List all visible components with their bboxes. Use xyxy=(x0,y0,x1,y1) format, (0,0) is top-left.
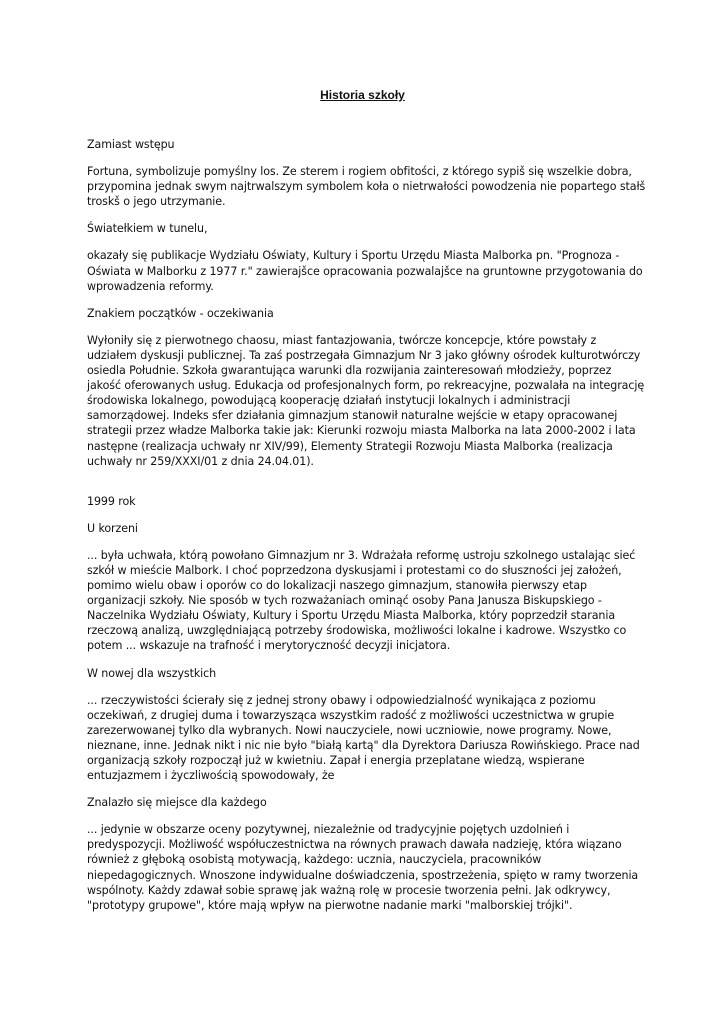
paragraph: Fortuna, symbolizuje pomyślny los. Ze sterem i rogiem obfitości, z którego sypiš się wszelkie dobra, przypomina jednak swym najtrwalszym symbolem koła o nietrwałości powodzenia nie popartego stałš troskš o jego utrzymanie. xyxy=(87,165,646,209)
section-heading: U korzeni xyxy=(87,521,138,535)
paragraph: ... jedynie w obszarze oceny pozytywnej, niezależnie od tradycyjnie pojętych uzdolnień i predyspozycji. Możliwość współuczestnictwa na równych prawach dawała nadzieję, która wiązano również z głęboką osobistą motywacją, każdego: ucznia, nauczyciela, pracowników niepedagogicznych. Wnoszone indywidualne doświadczenia, spostrzeżenia, spięto w ramy tworzenia wspólnoty. Każdy zdawał sobie sprawę jak ważną rolę w procesie tworzenia pełni. Jak odkrywcy, "prototypy grupowe", które mają wpływ na pierwotne nadanie marki "malborskiej trójki". xyxy=(87,823,639,912)
section-heading: Znalazło się miejsce dla każdego xyxy=(87,796,267,810)
section-heading: W nowej dla wszystkich xyxy=(87,666,217,680)
paragraph: okazały się publikacje Wydziału Oświaty, Kultury i Sportu Urzędu Miasta Malborka pn. "Prognoza - Oświata w Malborku z 1977 r." zawierajšce opracowania pozwalajšce na gruntowne przygotowania do wprowadzenia reformy. xyxy=(87,249,643,293)
section-heading: Światełkiem w tunelu, xyxy=(87,222,208,236)
paragraph: ... była uchwała, którą powołano Gimnazjum nr 3. Wdrażała reformę ustroju szkolnego ustalając sieć szkół w mieście Malbork. I choć poprzedzona dyskusjami i protestami co do słuszności jej założeń, pomimo wielu obaw i oporów co do lokalizacji naszego gimnazjum, stanowiła pierwszy etap organizacji szkoły. Nie sposób w tych rozważaniach ominąć osoby Pana Janusza Biskupskiego - Naczelnika Wydziału Oświaty, Kultury i Sportu Urzędu Miasta Malborka, który poprzedził starania rzeczową analizą, uwzględniającą potrzeby środowiska, możliwości lokalne i kadrowe. Wszystko co potem ... wskazuje na trafność i merytoryczność decyzji inicjatora. xyxy=(87,548,636,653)
document-title: Historia szkoły xyxy=(320,88,405,102)
paragraph: Wyłoniły się z pierwotnego chaosu, miast fantazjowania, twórcze koncepcje, które powstały z udziałem dyskusji publicznej. Ta zaś postrzegała Gimnazjum Nr 3 jako główny ośrodek kulturotwórczy osiedla Południe. Szkoła gwarantująca warunki dla rozwijania zainteresowań młodzieży, poprzez jakość oferowanych usług. Edukacja od profesjonalnych form, po rekreacyjne, pozwalała na integrację środowiska lokalnego, powodującą kooperację działań instytucji lokalnych i administracji samorządowej. Indeks sfer działania gimnazjum stanowił naturalne wejście w etapy opracowanej strategii przez władze Malborka takie jak: Kierunki rozwoju miasta Malborka na lata 2000-2002 i lata następne (realizacja uchwały nr XIV/99), Elementy Strategii Rozwoju Miasta Malborka (realizacja uchwały nr 259/XXXI/01 z dnia 24.04.01). xyxy=(87,333,645,468)
section-heading: Zamiast wstępu xyxy=(87,138,175,151)
paragraph: ... rzeczywistości ścierały się z jednej strony obawy i odpowiedzialność wynikająca z poziomu oczekiwań, z drugiej duma i towarzysząca wszystkim radość z możliwości uczestnictwa w grupie zarezerwowanej tylko dla wybranych. Nowi nauczyciele, nowi uczniowie, nowe programy. Nowe, nieznane, inne. Jednak nikt i nic nie było "białą kartą" dla Dyrektora Dariusza Rowińskiego. Prace nad organizacją szkoły rozpoczął już w kwietniu. Zapał i energia przeplatane wiedzą, wspierane entuzjazmem i życzliwością spowodowały, że xyxy=(87,693,640,783)
document-body xyxy=(87,137,647,925)
section-heading: 1999 rok xyxy=(87,494,136,508)
section-heading: Znakiem początków - oczekiwania xyxy=(87,306,274,320)
